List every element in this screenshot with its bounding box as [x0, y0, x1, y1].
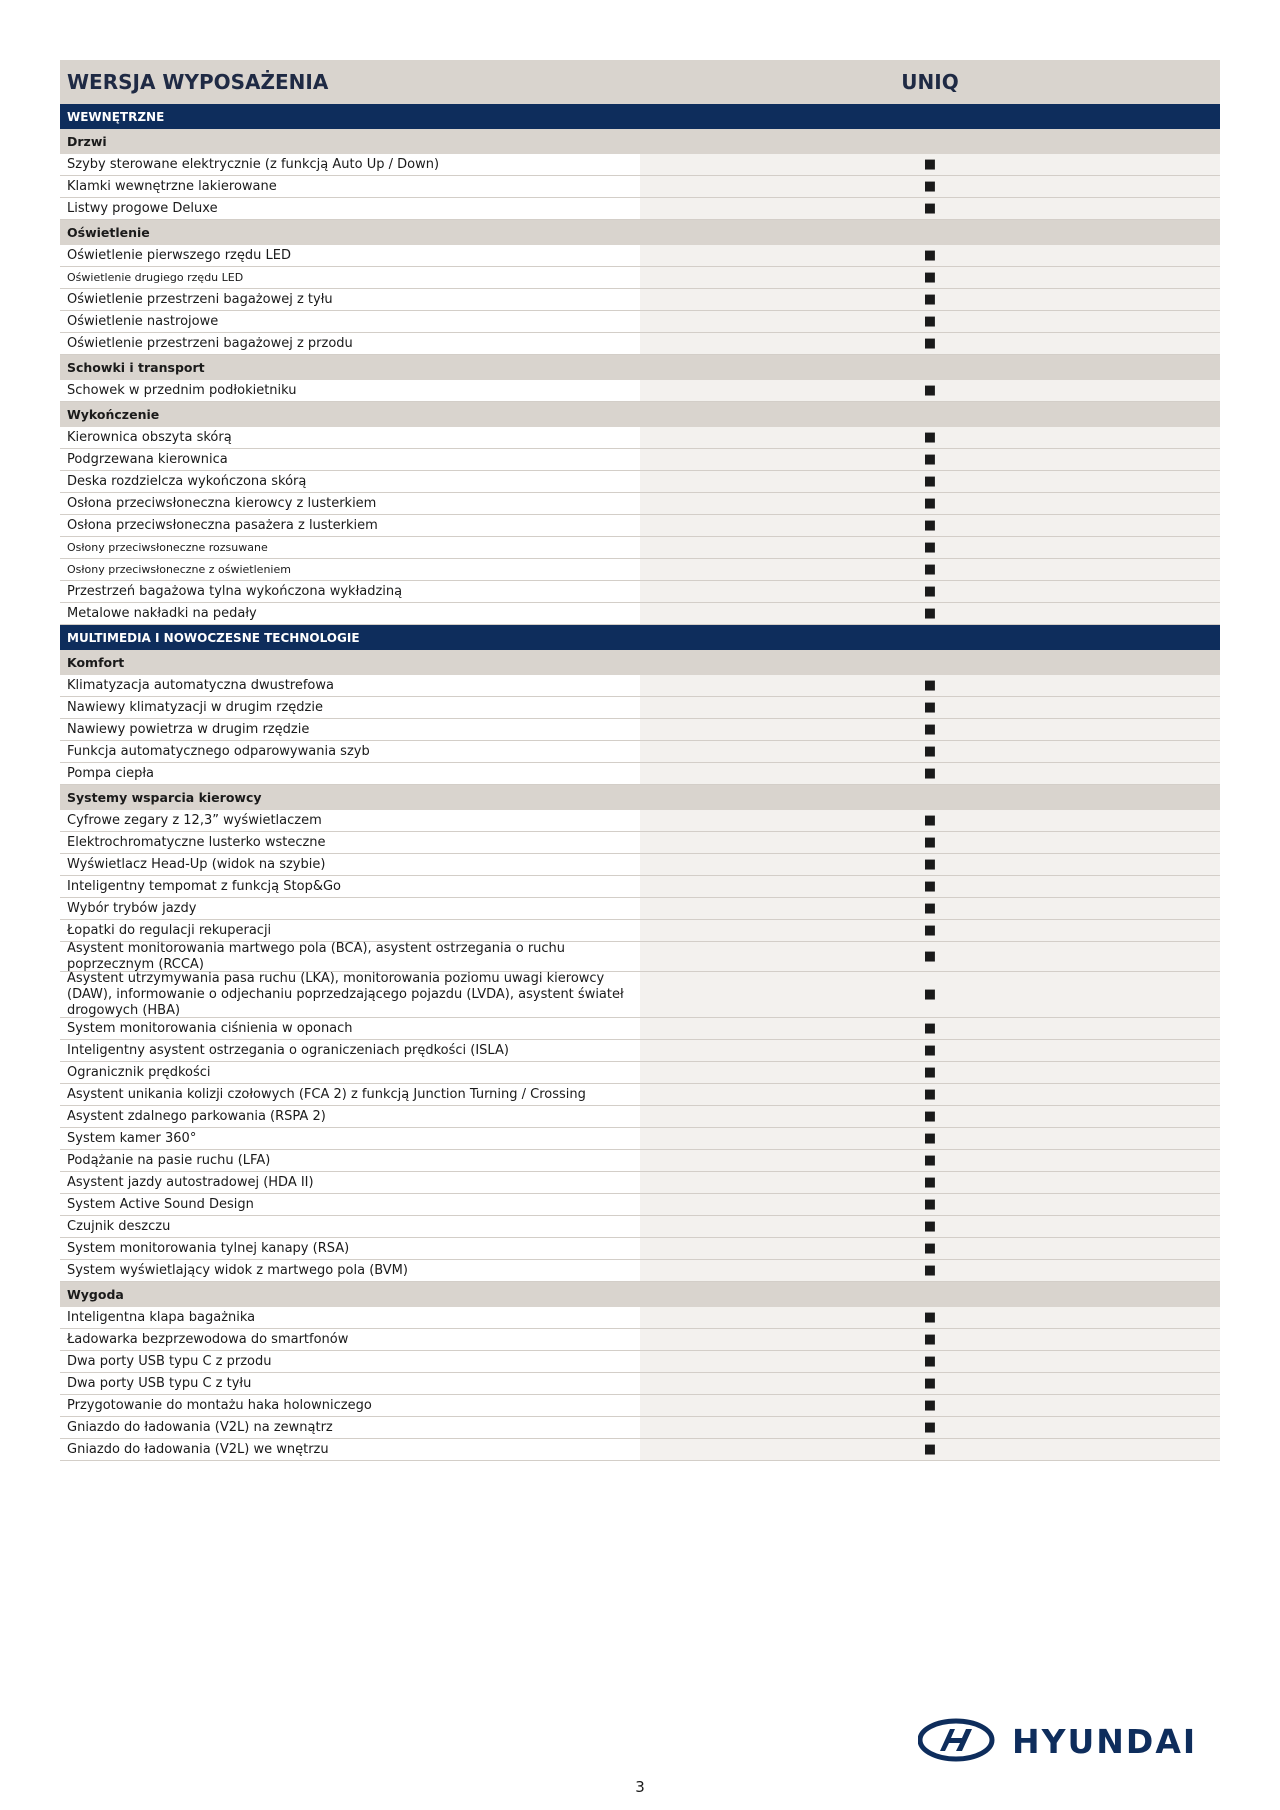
standard-mark: ■ — [923, 901, 937, 916]
feature-mark — [640, 427, 1220, 448]
feature-mark — [640, 675, 1220, 696]
feature-mark — [640, 154, 1220, 175]
table-row — [60, 876, 1220, 898]
feature-label: Pompa ciepła — [60, 763, 640, 784]
table-row — [60, 1040, 1220, 1062]
feature-mark — [640, 1040, 1220, 1061]
table-row — [60, 493, 1220, 515]
feature-label: System kamer 360° — [60, 1128, 640, 1149]
group-header: Systemy wsparcia kierowcy — [60, 785, 1220, 810]
table-row — [60, 854, 1220, 876]
version-title: UNIQ — [901, 70, 959, 94]
standard-mark: ■ — [923, 584, 937, 599]
table-row — [60, 1194, 1220, 1216]
feature-mark — [640, 1150, 1220, 1171]
feature-label: Ogranicznik prędkości — [60, 1062, 640, 1083]
table-row — [60, 471, 1220, 493]
spec-sheet — [60, 60, 1220, 1461]
standard-mark: ■ — [923, 1420, 937, 1435]
feature-mark — [640, 471, 1220, 492]
standard-mark: ■ — [923, 949, 937, 964]
feature-label: Osłony przeciwsłoneczne rozsuwane — [60, 537, 640, 558]
standard-mark: ■ — [923, 1310, 937, 1325]
feature-mark — [640, 311, 1220, 332]
standard-mark: ■ — [923, 1109, 937, 1124]
table-row — [60, 333, 1220, 355]
feature-label: Klimatyzacja automatyczna dwustrefowa — [60, 675, 640, 696]
feature-mark — [640, 763, 1220, 784]
feature-mark — [640, 1439, 1220, 1460]
feature-mark — [640, 1417, 1220, 1438]
feature-mark — [640, 1307, 1220, 1328]
feature-label: Oświetlenie pierwszego rzędu LED — [60, 245, 640, 266]
table-header — [60, 60, 1220, 104]
standard-mark: ■ — [923, 248, 937, 263]
feature-label: System wyświetlający widok z martwego pola (BVM) — [60, 1260, 640, 1281]
feature-mark — [640, 719, 1220, 740]
table-row — [60, 1373, 1220, 1395]
feature-label: Funkcja automatycznego odparowywania szyb — [60, 741, 640, 762]
hyundai-logo — [918, 1718, 1220, 1762]
standard-mark: ■ — [923, 201, 937, 216]
standard-mark: ■ — [923, 1263, 937, 1278]
feature-label: Nawiewy klimatyzacji w drugim rzędzie — [60, 697, 640, 718]
table-row — [60, 267, 1220, 289]
group-header: Oświetlenie — [60, 220, 1220, 245]
standard-mark: ■ — [923, 383, 937, 398]
feature-mark — [640, 333, 1220, 354]
table-row — [60, 763, 1220, 785]
feature-mark — [640, 1373, 1220, 1394]
feature-label: Inteligentny asystent ostrzegania o ograniczeniach prędkości (ISLA) — [60, 1040, 640, 1061]
feature-label: System Active Sound Design — [60, 1194, 640, 1215]
feature-mark — [640, 1194, 1220, 1215]
table-row — [60, 1128, 1220, 1150]
feature-label: Metalowe nakładki na pedały — [60, 603, 640, 624]
standard-mark: ■ — [923, 314, 937, 329]
table-row — [60, 1329, 1220, 1351]
feature-label: System monitorowania tylnej kanapy (RSA) — [60, 1238, 640, 1259]
group-header: Drzwi — [60, 129, 1220, 154]
standard-mark: ■ — [923, 562, 937, 577]
feature-label: Podgrzewana kierownica — [60, 449, 640, 470]
feature-mark — [640, 697, 1220, 718]
table-row — [60, 1395, 1220, 1417]
feature-label: Osłona przeciwsłoneczna pasażera z lusterkiem — [60, 515, 640, 536]
feature-mark — [640, 854, 1220, 875]
feature-mark — [640, 1062, 1220, 1083]
feature-label: Nawiewy powietrza w drugim rzędzie — [60, 719, 640, 740]
feature-label: Osłony przeciwsłoneczne z oświetleniem — [60, 559, 640, 580]
feature-label: Dwa porty USB typu C z przodu — [60, 1351, 640, 1372]
feature-mark — [640, 1216, 1220, 1237]
feature-mark — [640, 942, 1220, 971]
standard-mark: ■ — [923, 1398, 937, 1413]
feature-label: Wybór trybów jazdy — [60, 898, 640, 919]
feature-label: Łopatki do regulacji rekuperacji — [60, 920, 640, 941]
table-row — [60, 1150, 1220, 1172]
table-row — [60, 515, 1220, 537]
feature-mark — [640, 920, 1220, 941]
feature-label: Elektrochromatyczne lusterko wsteczne — [60, 832, 640, 853]
feature-mark — [640, 972, 1220, 1017]
table-row — [60, 380, 1220, 402]
standard-mark: ■ — [923, 157, 937, 172]
table-row — [60, 920, 1220, 942]
feature-label: Oświetlenie przestrzeni bagażowej z przodu — [60, 333, 640, 354]
standard-mark: ■ — [923, 1442, 937, 1457]
standard-mark: ■ — [923, 1354, 937, 1369]
feature-mark — [640, 832, 1220, 853]
feature-mark — [640, 1260, 1220, 1281]
table-row — [60, 537, 1220, 559]
feature-label: Asystent jazdy autostradowej (HDA II) — [60, 1172, 640, 1193]
group-header: Komfort — [60, 650, 1220, 675]
standard-mark: ■ — [923, 1065, 937, 1080]
group-header: Wygoda — [60, 1282, 1220, 1307]
feature-label: Czujnik deszczu — [60, 1216, 640, 1237]
standard-mark: ■ — [923, 879, 937, 894]
feature-mark — [640, 198, 1220, 219]
table-row — [60, 581, 1220, 603]
standard-mark: ■ — [923, 766, 937, 781]
standard-mark: ■ — [923, 1021, 937, 1036]
feature-label: Gniazdo do ładowania (V2L) na zewnątrz — [60, 1417, 640, 1438]
table-row — [60, 198, 1220, 220]
feature-mark — [640, 176, 1220, 197]
table-row — [60, 1018, 1220, 1040]
feature-mark — [640, 1106, 1220, 1127]
feature-label: Szyby sterowane elektrycznie (z funkcją Auto Up / Down) — [60, 154, 640, 175]
table-row — [60, 810, 1220, 832]
standard-mark: ■ — [923, 336, 937, 351]
feature-label: Cyfrowe zegary z 12,3” wyświetlaczem — [60, 810, 640, 831]
feature-label: Oświetlenie nastrojowe — [60, 311, 640, 332]
standard-mark: ■ — [923, 452, 937, 467]
standard-mark: ■ — [923, 678, 937, 693]
standard-mark: ■ — [923, 518, 937, 533]
standard-mark: ■ — [923, 722, 937, 737]
table-row — [60, 1172, 1220, 1194]
feature-label: Klamki wewnętrzne lakierowane — [60, 176, 640, 197]
table-row — [60, 427, 1220, 449]
feature-label: Asystent monitorowania martwego pola (BCA), asystent ostrzegania o ruchu poprzecznym (RCCA) — [60, 942, 640, 971]
standard-mark: ■ — [923, 700, 937, 715]
feature-label: Kierownica obszyta skórą — [60, 427, 640, 448]
standard-mark: ■ — [923, 496, 937, 511]
feature-mark — [640, 1172, 1220, 1193]
table-row — [60, 1106, 1220, 1128]
feature-label: Asystent unikania kolizji czołowych (FCA 2) z funkcją Junction Turning / Crossing — [60, 1084, 640, 1105]
feature-label: Przestrzeń bagażowa tylna wykończona wykładziną — [60, 581, 640, 602]
standard-mark: ■ — [923, 474, 937, 489]
feature-mark — [640, 289, 1220, 310]
standard-mark: ■ — [923, 1241, 937, 1256]
standard-mark: ■ — [923, 540, 937, 555]
feature-label: Gniazdo do ładowania (V2L) we wnętrzu — [60, 1439, 640, 1460]
table-row — [60, 1260, 1220, 1282]
feature-label: Wyświetlacz Head-Up (widok na szybie) — [60, 854, 640, 875]
table-row — [60, 449, 1220, 471]
feature-mark — [640, 559, 1220, 580]
section-header: WEWNĘTRZNE — [60, 104, 1220, 129]
feature-label: Listwy progowe Deluxe — [60, 198, 640, 219]
feature-mark — [640, 449, 1220, 470]
feature-label: Osłona przeciwsłoneczna kierowcy z lusterkiem — [60, 493, 640, 514]
feature-mark — [640, 537, 1220, 558]
table-row — [60, 942, 1220, 972]
standard-mark: ■ — [923, 987, 937, 1002]
feature-label: Asystent utrzymywania pasa ruchu (LKA), monitorowania poziomu uwagi kierowcy (DAW), informowanie o odjechaniu poprzedzającego pojazdu (LVDA), asystent świateł drogowych (HBA) — [60, 972, 640, 1017]
standard-mark: ■ — [923, 923, 937, 938]
table-row — [60, 176, 1220, 198]
feature-label: Oświetlenie przestrzeni bagażowej z tyłu — [60, 289, 640, 310]
standard-mark: ■ — [923, 1175, 937, 1190]
feature-label: Inteligentny tempomat z funkcją Stop&Go — [60, 876, 640, 897]
table-row — [60, 1084, 1220, 1106]
feature-label: Dwa porty USB typu C z tyłu — [60, 1373, 640, 1394]
feature-label: Przygotowanie do montażu haka holowniczego — [60, 1395, 640, 1416]
standard-mark: ■ — [923, 1219, 937, 1234]
feature-mark — [640, 380, 1220, 401]
standard-mark: ■ — [923, 1087, 937, 1102]
feature-label: Inteligentna klapa bagażnika — [60, 1307, 640, 1328]
table-title: WERSJA WYPOSAŻENIA — [67, 70, 329, 94]
standard-mark: ■ — [923, 270, 937, 285]
feature-mark — [640, 810, 1220, 831]
table-row — [60, 311, 1220, 333]
feature-mark — [640, 245, 1220, 266]
feature-mark — [640, 1351, 1220, 1372]
feature-mark — [640, 1238, 1220, 1259]
standard-mark: ■ — [923, 1131, 937, 1146]
feature-label: Podążanie na pasie ruchu (LFA) — [60, 1150, 640, 1171]
feature-mark — [640, 1395, 1220, 1416]
feature-mark — [640, 741, 1220, 762]
standard-mark: ■ — [923, 1197, 937, 1212]
standard-mark: ■ — [923, 1376, 937, 1391]
table-row — [60, 1062, 1220, 1084]
table-row — [60, 1238, 1220, 1260]
table-row — [60, 1216, 1220, 1238]
standard-mark: ■ — [923, 430, 937, 445]
feature-mark — [640, 267, 1220, 288]
table-row — [60, 603, 1220, 625]
table-row — [60, 832, 1220, 854]
feature-mark — [640, 876, 1220, 897]
group-header: Wykończenie — [60, 402, 1220, 427]
feature-mark — [640, 603, 1220, 624]
table-row — [60, 245, 1220, 267]
feature-mark — [640, 581, 1220, 602]
table-row — [60, 559, 1220, 581]
feature-label: Schowek w przednim podłokietniku — [60, 380, 640, 401]
table-row — [60, 719, 1220, 741]
logo-text: HYUNDAI — [1012, 1722, 1198, 1761]
feature-mark — [640, 1018, 1220, 1039]
standard-mark: ■ — [923, 835, 937, 850]
feature-mark — [640, 515, 1220, 536]
standard-mark: ■ — [923, 179, 937, 194]
feature-label: System monitorowania ciśnienia w oponach — [60, 1018, 640, 1039]
table-row — [60, 675, 1220, 697]
table-row — [60, 1351, 1220, 1373]
table-row — [60, 1439, 1220, 1461]
standard-mark: ■ — [923, 744, 937, 759]
table-row — [60, 154, 1220, 176]
feature-mark — [640, 1329, 1220, 1350]
feature-mark — [640, 493, 1220, 514]
table-row — [60, 697, 1220, 719]
table-row — [60, 972, 1220, 1018]
table-row — [60, 1307, 1220, 1329]
table-body — [60, 104, 1220, 1461]
standard-mark: ■ — [923, 1043, 937, 1058]
table-row — [60, 741, 1220, 763]
standard-mark: ■ — [923, 857, 937, 872]
standard-mark: ■ — [923, 1153, 937, 1168]
feature-label: Ładowarka bezprzewodowa do smartfonów — [60, 1329, 640, 1350]
page-number: 3 — [635, 1778, 645, 1796]
table-row — [60, 1417, 1220, 1439]
feature-label: Deska rozdzielcza wykończona skórą — [60, 471, 640, 492]
feature-mark — [640, 1084, 1220, 1105]
table-row — [60, 289, 1220, 311]
table-row — [60, 898, 1220, 920]
group-header: Schowki i transport — [60, 355, 1220, 380]
feature-label: Oświetlenie drugiego rzędu LED — [60, 267, 640, 288]
feature-label: Asystent zdalnego parkowania (RSPA 2) — [60, 1106, 640, 1127]
feature-mark — [640, 898, 1220, 919]
standard-mark: ■ — [923, 292, 937, 307]
standard-mark: ■ — [923, 1332, 937, 1347]
standard-mark: ■ — [923, 606, 937, 621]
section-header: MULTIMEDIA I NOWOCZESNE TECHNOLOGIE — [60, 625, 1220, 650]
feature-mark — [640, 1128, 1220, 1149]
standard-mark: ■ — [923, 813, 937, 828]
